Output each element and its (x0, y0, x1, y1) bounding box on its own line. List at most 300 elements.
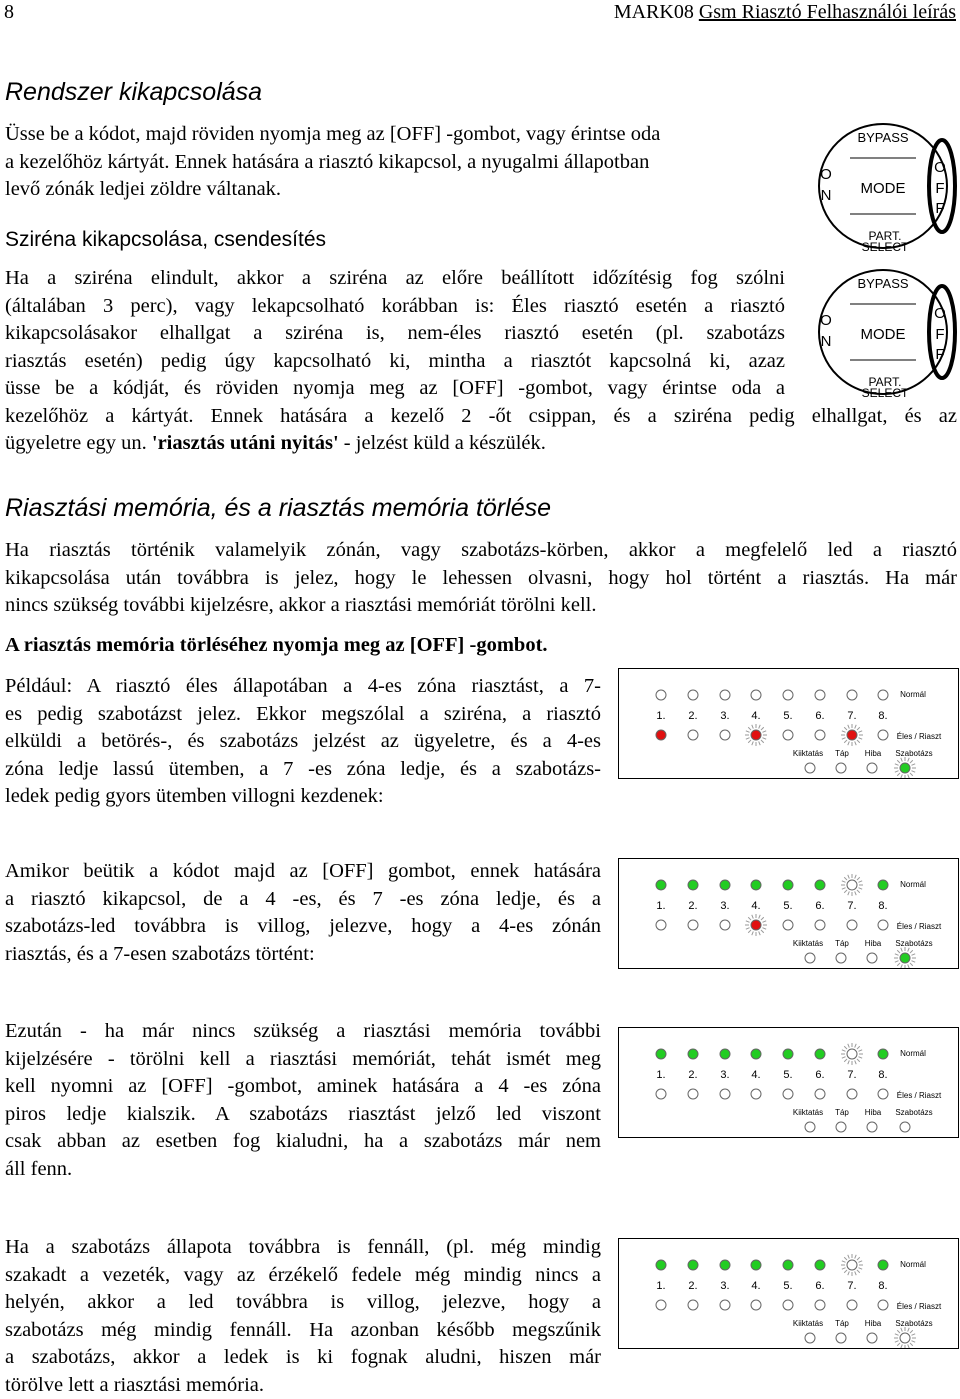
zone-led-armed (751, 920, 761, 930)
text-line: szabotázs-led továbbra is villog, jelezve, hogy a 4-es zónán (5, 913, 601, 941)
status-led (836, 953, 846, 963)
normal-label: Normál (900, 1260, 926, 1269)
zone-led-armed (656, 1089, 666, 1099)
blink-ray (908, 1328, 910, 1332)
zone-led-normal (720, 690, 730, 700)
normal-label: Normál (900, 880, 926, 889)
blink-ray (842, 1268, 846, 1270)
status-label: Kiiktatás (793, 1319, 823, 1328)
blink-ray (897, 1330, 900, 1333)
blink-ray (855, 1255, 857, 1259)
zone-led-armed (847, 1089, 857, 1099)
blink-ray (858, 881, 862, 883)
zone-led-armed (751, 1089, 761, 1099)
blink-ray (759, 915, 761, 919)
blink-ray (762, 928, 766, 930)
blink-ray (901, 758, 903, 762)
zone-led-normal (878, 880, 888, 890)
zone-led-armed (720, 1300, 730, 1310)
zone-led-armed (847, 730, 857, 740)
blink-ray (748, 930, 751, 933)
blink-ray (762, 738, 766, 740)
zone-label: 8. (878, 710, 887, 722)
bypass-label: BYPASS (857, 276, 908, 291)
zone-label: 3. (720, 900, 729, 912)
blink-ray (901, 948, 903, 952)
blink-ray (908, 948, 910, 952)
zone-led-armed (751, 730, 761, 740)
zone-led-normal (783, 880, 793, 890)
example-text-4 (5, 1234, 601, 1399)
blink-ray (895, 1341, 899, 1343)
zone-label: 2. (688, 710, 697, 722)
blink-ray (848, 1060, 850, 1064)
off-label-f: F (935, 326, 944, 343)
zone-led-normal (720, 1260, 730, 1270)
blink-ray (858, 1261, 862, 1263)
text-line: kell nyomni az [OFF] -gombot, aminek hatására a 4 -es zóna (5, 1073, 601, 1101)
text-line: es pedig szabotázst jelez. Ekkor megszólal a sziréna, a riasztó (5, 701, 601, 729)
zone-label: 2. (688, 1280, 697, 1292)
zone-led-normal (751, 880, 761, 890)
zone-led-armed (688, 1300, 698, 1310)
zone-led-armed (688, 730, 698, 740)
zone-led-normal (783, 690, 793, 700)
mode-label: MODE (861, 180, 906, 197)
blink-ray (848, 741, 850, 745)
status-led (867, 1122, 877, 1132)
blink-ray (908, 1344, 910, 1348)
status-label: Szabotázs (895, 1108, 932, 1117)
example-text-3 (5, 1018, 601, 1183)
memory-clear-instruction: A riasztás memória törléséhez nyomja meg az [OFF] -gombot. (5, 634, 548, 657)
blink-ray (897, 963, 900, 966)
on-label-o: O (820, 312, 832, 329)
off-label-f: F (935, 346, 944, 363)
blink-ray (761, 930, 764, 933)
blink-ray (895, 954, 899, 956)
blink-ray (910, 1330, 913, 1333)
zone-label: 7. (847, 1069, 856, 1081)
blink-ray (911, 961, 915, 963)
blink-ray (858, 738, 862, 740)
text-span: - jelzést küld a készülék. (339, 432, 546, 454)
blink-ray (748, 917, 751, 920)
text-line: elküldi a betörés-, és szabotázs jelzést az ügyeletre, és a 4-es (5, 728, 601, 756)
zone-label: 1. (656, 710, 665, 722)
zone-label: 1. (656, 900, 665, 912)
blink-ray (901, 774, 903, 778)
text-line: kikapcsolása után továbbra is jelez, hogy le lehessen olvasni, hogy hol történt a riasztás. Ha már (5, 565, 957, 593)
text-line: riasztás, és a 7-esen szabotázs történt: (5, 941, 601, 969)
status-led (900, 1122, 910, 1132)
status-led (805, 953, 815, 963)
blink-ray (844, 740, 847, 743)
zone-label: 8. (878, 900, 887, 912)
zone-led-normal (783, 1260, 793, 1270)
zone-led-normal (688, 690, 698, 700)
off-label-o: O (934, 305, 946, 322)
status-led (867, 763, 877, 773)
zone-led-normal (783, 1049, 793, 1059)
text-line: kijelzésére - törölni kell a riasztási memóriát, tehát ismét meg (5, 1046, 601, 1074)
blink-ray (855, 875, 857, 879)
status-label: Szabotázs (895, 1319, 932, 1328)
blink-ray (848, 1044, 850, 1048)
zone-label: 2. (688, 900, 697, 912)
zone-label: 3. (720, 710, 729, 722)
text-line: szabotázs még mindig fennáll. Ha azonban később megszűnik (5, 1317, 601, 1345)
text-line: csak abban az esetben fog kialudni, ha a szabotázs már nem (5, 1128, 601, 1156)
blink-ray (752, 931, 754, 935)
zone-led-normal (720, 880, 730, 890)
blink-ray (848, 725, 850, 729)
zone-led-armed (847, 920, 857, 930)
page-number: 8 (4, 0, 14, 24)
zone-led-armed (783, 730, 793, 740)
blink-ray (844, 1046, 847, 1049)
blink-ray (911, 771, 915, 773)
zone-led-armed (656, 920, 666, 930)
zone-label: 4. (751, 900, 760, 912)
blink-ray (857, 1059, 860, 1062)
zone-label: 4. (751, 1280, 760, 1292)
blink-ray (908, 774, 910, 778)
zone-led-normal (688, 880, 698, 890)
blink-ray (858, 1268, 862, 1270)
text-line: nincs szükség további kijelzésre, akkor a riasztási memóriát törölni kell. (5, 592, 957, 620)
status-led (805, 1333, 815, 1343)
mode-label: MODE (861, 326, 906, 343)
zone-led-armed (815, 1089, 825, 1099)
blink-ray (748, 740, 751, 743)
part-label: PART. (869, 375, 902, 389)
zone-led-armed (815, 730, 825, 740)
text-line: kezelőhöz a kártyát. Ennek hatására a kezelő 2 -őt csippan, és a sziréna pedig elhallgat, és az (5, 403, 957, 431)
status-label: Kiiktatás (793, 1108, 823, 1117)
blink-ray (910, 760, 913, 763)
blink-ray (752, 915, 754, 919)
title-plain: MARK08 (614, 1, 699, 23)
text-line: Ha a szabotázs állapota továbbra is fennáll, (pl. még mindig (5, 1234, 601, 1262)
armed-label: Éles / Riaszt (897, 732, 942, 741)
zone-led-armed (878, 1089, 888, 1099)
blink-ray (857, 890, 860, 893)
text-line: Például: A riasztó éles állapotában a 4-es zóna riasztást, a 7- (5, 673, 601, 701)
zone-label: 1. (656, 1069, 665, 1081)
bold-span: 'riasztás utáni nyitás' (152, 432, 339, 454)
blink-ray (842, 1050, 846, 1052)
keypad-drawing (819, 124, 955, 254)
zone-led-normal (688, 1260, 698, 1270)
blink-ray (746, 921, 750, 923)
zone-label: 6. (815, 1069, 824, 1081)
status-led (900, 953, 910, 963)
blink-ray (842, 1261, 846, 1263)
zone-led-normal (720, 1049, 730, 1059)
blink-ray (844, 727, 847, 730)
text-line: Üsse be a kódot, majd röviden nyomja meg az [OFF] -gombot, vagy érintse oda (5, 121, 785, 149)
status-led (836, 1122, 846, 1132)
zone-label: 7. (847, 900, 856, 912)
section3-text (5, 537, 957, 620)
zone-led-normal (847, 880, 857, 890)
part-label: PART. (869, 229, 902, 243)
blink-ray (855, 891, 857, 895)
off-label-f: F (935, 180, 944, 197)
heading-siren-off: Sziréna kikapcsolása, csendesítés (5, 228, 326, 252)
blink-ray (910, 963, 913, 966)
led-panel-3 (618, 1027, 959, 1138)
heading-alarm-memory: Riasztási memória, és a riasztás memória törlése (5, 494, 551, 523)
text-line: áll fenn. (5, 1156, 601, 1184)
zone-label: 8. (878, 1280, 887, 1292)
blink-ray (759, 931, 761, 935)
blink-ray (759, 741, 761, 745)
status-label: Táp (835, 1108, 849, 1117)
status-led (805, 763, 815, 773)
blink-ray (746, 928, 750, 930)
zone-led-normal (815, 1049, 825, 1059)
blink-ray (895, 1334, 899, 1336)
zone-led-normal (751, 690, 761, 700)
blink-ray (895, 771, 899, 773)
bypass-label: BYPASS (857, 130, 908, 145)
blink-ray (761, 727, 764, 730)
keypad-drawing (819, 270, 955, 400)
zone-label: 1. (656, 1280, 665, 1292)
blink-ray (746, 738, 750, 740)
zone-led-armed (688, 1089, 698, 1099)
status-label: Hiba (865, 939, 882, 948)
blink-ray (844, 1059, 847, 1062)
text-line: szakadt a vezeték, vagy az érzékelő fedele még mindig nincs a (5, 1262, 601, 1290)
select-label: SELECT (862, 386, 909, 400)
example-text-2 (5, 858, 601, 968)
blink-ray (857, 877, 860, 880)
text-line: Amikor beütik a kódot majd az [OFF] gombot, ennek hatására (5, 858, 601, 886)
zone-label: 3. (720, 1280, 729, 1292)
zone-led-normal (878, 1260, 888, 1270)
text-line: a riasztó kikapcsol, de a 4 -es, és 7 -es zóna ledje, és a (5, 886, 601, 914)
zone-led-armed (878, 1300, 888, 1310)
blink-ray (857, 1257, 860, 1260)
status-label: Szabotázs (895, 749, 932, 758)
blink-ray (762, 731, 766, 733)
status-led (867, 1333, 877, 1343)
zone-led-normal (688, 1049, 698, 1059)
blink-ray (842, 731, 846, 733)
zone-label: 6. (815, 710, 824, 722)
blink-ray (848, 1271, 850, 1275)
text-line: Ha riasztás történik valamelyik zónán, vagy szabotázs-körben, akkor a megfelelő led a riasztó (5, 537, 957, 565)
text-line: (általában 3 perc), vagy lekapcsolható korábban is: Éles riasztó esetén a riasztó (5, 293, 785, 321)
normal-label: Normál (900, 690, 926, 699)
text-line (5, 430, 957, 458)
blink-ray (910, 1343, 913, 1346)
led-panel-2 (618, 858, 959, 969)
status-label: Kiiktatás (793, 749, 823, 758)
zone-label: 7. (847, 1280, 856, 1292)
zone-label: 7. (847, 710, 856, 722)
zone-led-armed (656, 730, 666, 740)
blink-ray (761, 917, 764, 920)
armed-label: Éles / Riaszt (897, 1302, 942, 1311)
zone-led-armed (720, 1089, 730, 1099)
on-label-n: N (821, 333, 832, 350)
text-line: a kezelőhöz kártyát. Ennek hatására a riasztó kikapcsol, a nyugalmi állapotban (5, 149, 785, 177)
zone-label: 6. (815, 900, 824, 912)
blink-ray (844, 1257, 847, 1260)
text-line: zóna ledje lassú ütemben, a 7 -es zóna ledje, és a szabotázs- (5, 756, 601, 784)
zone-led-normal (751, 1049, 761, 1059)
select-label: SELECT (862, 240, 909, 254)
zone-led-normal (847, 1260, 857, 1270)
blink-ray (857, 740, 860, 743)
blink-ray (848, 891, 850, 895)
text-line: kikapcsolásakor elhallgat a sziréna is, nem-éles riasztó esetén (pl. szabotázs (5, 320, 785, 348)
zone-label: 2. (688, 1069, 697, 1081)
zone-led-normal (815, 690, 825, 700)
blink-ray (897, 773, 900, 776)
blink-ray (895, 961, 899, 963)
blink-ray (855, 1044, 857, 1048)
blink-ray (857, 727, 860, 730)
zone-led-normal (878, 1049, 888, 1059)
led-panel-4 (618, 1238, 959, 1349)
text-line: törölve lett a riasztási memória. (5, 1372, 601, 1399)
zone-led-normal (847, 1049, 857, 1059)
blink-ray (842, 738, 846, 740)
text-line: riasztás esetén) pedig úgy kapcsolható ki, mintha a riasztót kapcsolná ki, azaz (5, 348, 785, 376)
blink-ray (844, 890, 847, 893)
section1-text (5, 121, 785, 204)
text-line: Ezután - ha már nincs szükség a riasztási memória további (5, 1018, 601, 1046)
blink-ray (901, 964, 903, 968)
blink-ray (752, 725, 754, 729)
blink-ray (848, 875, 850, 879)
blink-ray (911, 954, 915, 956)
zone-label: 5. (783, 710, 792, 722)
blink-ray (897, 950, 900, 953)
status-label: Táp (835, 749, 849, 758)
zone-label: 4. (751, 710, 760, 722)
zone-label: 6. (815, 1280, 824, 1292)
status-led (900, 1333, 910, 1343)
blink-ray (842, 881, 846, 883)
zone-label: 4. (751, 1069, 760, 1081)
blink-ray (897, 1343, 900, 1346)
armed-label: Éles / Riaszt (897, 922, 942, 931)
normal-label: Normál (900, 1049, 926, 1058)
status-label: Hiba (865, 1108, 882, 1117)
status-led (805, 1122, 815, 1132)
blink-ray (761, 740, 764, 743)
zone-label: 8. (878, 1069, 887, 1081)
blink-ray (844, 877, 847, 880)
zone-led-armed (783, 1089, 793, 1099)
status-label: Hiba (865, 1319, 882, 1328)
zone-led-normal (815, 1260, 825, 1270)
status-led (867, 953, 877, 963)
blink-ray (858, 1057, 862, 1059)
blink-ray (895, 764, 899, 766)
blink-ray (752, 741, 754, 745)
led-panel-1 (618, 668, 959, 779)
status-label: Kiiktatás (793, 939, 823, 948)
blink-ray (857, 1046, 860, 1049)
text-line: a szabotázs, akkor a ledek is ki fognak aludni, hiszen már (5, 1344, 601, 1372)
status-led (836, 1333, 846, 1343)
zone-led-normal (878, 690, 888, 700)
text-line: üsse be a kódját, és röviden nyomja meg az [OFF] -gombot, vagy érintse oda a (5, 375, 785, 403)
text-span: ügyeletre egy un. (5, 432, 152, 454)
blink-ray (858, 888, 862, 890)
blink-ray (848, 1255, 850, 1259)
status-led (900, 763, 910, 773)
blink-ray (858, 1050, 862, 1052)
blink-ray (910, 950, 913, 953)
blink-ray (844, 1270, 847, 1273)
status-label: Táp (835, 939, 849, 948)
text-line: Ha a sziréna elindult, akkor a sziréna az előre beállított időzítésig fog szólni (5, 265, 785, 293)
blink-ray (842, 1057, 846, 1059)
zone-led-normal (656, 1049, 666, 1059)
example-text-1 (5, 673, 601, 811)
blink-ray (910, 773, 913, 776)
blink-ray (908, 758, 910, 762)
zone-led-armed (783, 920, 793, 930)
blink-ray (855, 1060, 857, 1064)
zone-led-normal (751, 1260, 761, 1270)
zone-led-armed (815, 1300, 825, 1310)
blink-ray (748, 727, 751, 730)
zone-led-armed (878, 920, 888, 930)
text-line: ledek pedig gyors ütemben villogni kezdenek: (5, 783, 601, 811)
blink-ray (897, 760, 900, 763)
zone-label: 5. (783, 1280, 792, 1292)
zone-led-armed (815, 920, 825, 930)
keypad-icon-1 (808, 116, 958, 261)
text-line: helyén, akkor a led továbbra is villog, jelezve, hogy a (5, 1289, 601, 1317)
running-title (614, 0, 956, 24)
zone-label: 5. (783, 900, 792, 912)
blink-ray (911, 1334, 915, 1336)
zone-led-armed (783, 1300, 793, 1310)
status-label: Szabotázs (895, 939, 932, 948)
blink-ray (908, 964, 910, 968)
zone-led-armed (720, 730, 730, 740)
blink-ray (855, 1271, 857, 1275)
text-line: levő zónák ledjei zöldre váltanak. (5, 176, 785, 204)
zone-led-armed (720, 920, 730, 930)
on-label-n: N (821, 187, 832, 204)
on-label-o: O (820, 166, 832, 183)
title-link: Gsm Riasztó Felhasználói leírás (699, 1, 956, 23)
blink-ray (855, 741, 857, 745)
blink-ray (759, 725, 761, 729)
blink-ray (746, 731, 750, 733)
zone-led-normal (656, 880, 666, 890)
off-label-f: F (935, 200, 944, 217)
zone-led-normal (815, 880, 825, 890)
blink-ray (842, 888, 846, 890)
blink-ray (901, 1344, 903, 1348)
blink-ray (901, 1328, 903, 1332)
status-label: Hiba (865, 749, 882, 758)
zone-label: 3. (720, 1069, 729, 1081)
blink-ray (911, 1341, 915, 1343)
